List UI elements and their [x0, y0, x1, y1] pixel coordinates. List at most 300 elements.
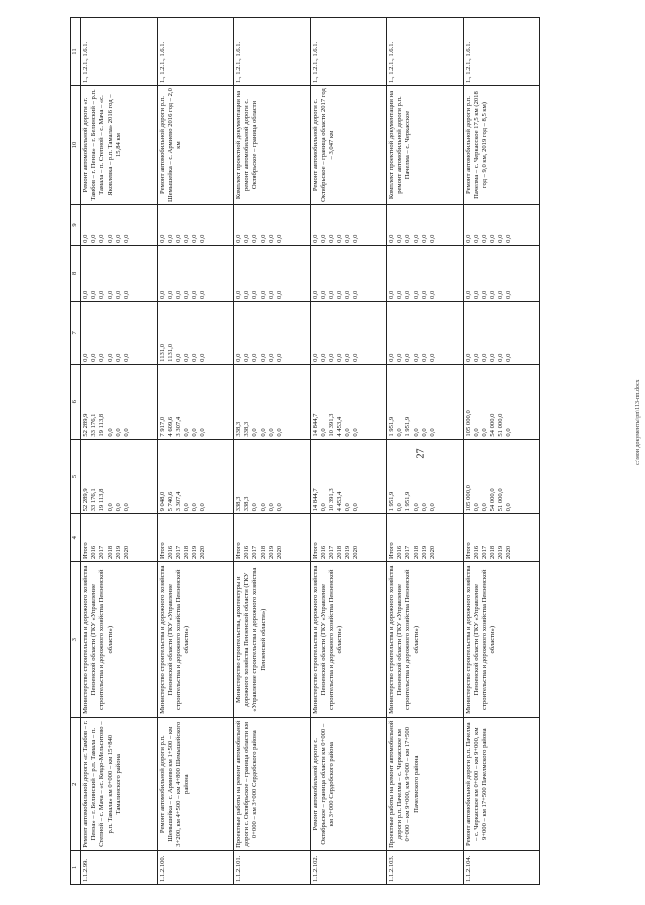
value-line: 0,0 [98, 234, 106, 243]
road-name-cell: Ремонт автомобильной дороги р.п. Пачелма – с. Черкасское км 0+000 – км 9+000, км 9+000 – км 17+500 Пачелмского района [463, 718, 540, 851]
value-line: 0,0 [412, 353, 420, 362]
value-line: 4 609,6 [166, 416, 174, 437]
value-line: 0,0 [352, 353, 360, 362]
value-line: 0,0 [497, 353, 505, 362]
executor-cell: Министерство строительства, архитектуры и дорожного хозяйства Пензенской области (ГКУ «Управление строительства и дорожного хозяйства Пензенской области») [234, 562, 311, 718]
values-cell-years [81, 514, 158, 562]
value-line: 52 289,9 [82, 488, 89, 512]
value-line: 2016 [396, 545, 404, 560]
row-id-cell: 1.1.2.103. [387, 851, 464, 885]
result-cell: Ремонт автомобильной дороги р.п. Пачелма – с. Черкасское 17,5 км (2018 год – 9,0 км, 2019 год – 8,5 км) [463, 86, 540, 205]
row-id-cell: 1.1.2.104. [463, 851, 540, 885]
value-line: 0,0 [464, 290, 472, 299]
values-cell-c9 [234, 205, 311, 246]
value-line: 0,0 [344, 353, 352, 362]
value-line: Итого [158, 542, 166, 560]
value-line: 2017 [174, 545, 182, 560]
indicators-cell: 1., 1.2.1., 1.6.1. [234, 18, 311, 86]
value-line: 51 000,0 [497, 488, 505, 512]
value-line: 0,0 [420, 234, 428, 243]
table-row [387, 18, 464, 885]
value-line: 0,0 [388, 234, 395, 243]
values-cell-c7 [463, 301, 540, 364]
result-cell: Ремонт автомобильной дороги р.п. Шемышейка – с. Армиево 2016 год – 2,0 км [157, 86, 234, 205]
value-line: Итого [235, 542, 242, 560]
value-line: 0,0 [472, 428, 480, 437]
values-cell-years [234, 514, 311, 562]
values-cell-years [387, 514, 464, 562]
value-line: 0,0 [428, 290, 436, 299]
executor-cell: Министерство строительства и дорожного хозяйства Пензенской области (ГКУ «Управление строительства и дорожного хозяйства Пензенской области») [387, 562, 464, 718]
result-cell: Ремонт автомобильной дороги «г. Тамбов – г. Пенза» – г. Белинский – р.п. Тамала – п. Степной – с. Мача – «с. Яковлевка – р.п. Тамала» 2016 год – 15,84 км [81, 86, 158, 205]
value-line: 2018 [412, 545, 420, 560]
value-line: 0,0 [251, 503, 259, 512]
value-line: 2020 [505, 545, 513, 560]
value-line: 0,0 [428, 234, 436, 243]
values-cell-c7 [387, 301, 464, 364]
values-cell-c8 [310, 245, 387, 301]
value-line: 0,0 [114, 353, 122, 362]
value-line: 0,0 [199, 503, 207, 512]
value-line: 0,0 [327, 353, 335, 362]
values-cell-c6 [463, 364, 540, 439]
value-line: 0,0 [98, 353, 106, 362]
value-line: 0,0 [122, 234, 130, 243]
value-line: 2016 [166, 545, 174, 560]
value-line: 10 391,3 [327, 413, 335, 437]
value-line: 0,0 [352, 503, 360, 512]
value-line: 0,0 [122, 503, 130, 512]
value-line: 1131,0 [158, 343, 166, 362]
value-line: 0,0 [388, 353, 395, 362]
value-line: 0,0 [319, 353, 327, 362]
executor-cell: Министерство строительства и дорожного хозяйства Пензенской области (ГКУ «Управление строительства и дорожного хозяйства Пензенской области») [463, 562, 540, 718]
value-line: 0,0 [396, 290, 404, 299]
value-line: 0,0 [235, 290, 242, 299]
indicators-cell: 1., 1.2.1., 1.6.1. [387, 18, 464, 86]
value-line: 0,0 [344, 503, 352, 512]
value-line: 2017 [480, 545, 488, 560]
value-line: 0,0 [183, 503, 191, 512]
values-cell-c6 [157, 364, 234, 439]
value-line: 0,0 [251, 353, 259, 362]
values-cell-c5 [387, 439, 464, 514]
value-line: 2018 [106, 545, 114, 560]
executor-cell: Министерство строительства и дорожного хозяйства Пензенской области (ГКУ «Управление строительства и дорожного хозяйства Пензенской области») [310, 562, 387, 718]
value-line: 0,0 [505, 234, 513, 243]
values-cell-c8 [387, 245, 464, 301]
value-line: 33 176,1 [90, 488, 98, 512]
value-line: 0,0 [404, 290, 412, 299]
value-line: 0,0 [166, 290, 174, 299]
table-viewport [70, 17, 540, 885]
value-line: 3 307,4 [174, 416, 182, 437]
value-line: 0,0 [336, 353, 344, 362]
value-line: 0,0 [344, 290, 352, 299]
value-line: 0,0 [352, 428, 360, 437]
value-line: Итого [388, 542, 395, 560]
value-line: 2017 [251, 545, 259, 560]
indicators-cell: 1., 1.2.1., 1.6.1. [310, 18, 387, 86]
value-line: 0,0 [420, 428, 428, 437]
value-line: 0,0 [404, 353, 412, 362]
value-line: 0,0 [489, 353, 497, 362]
value-line: 10 391,3 [327, 488, 335, 512]
value-line: 0,0 [497, 234, 505, 243]
values-cell-c9 [81, 205, 158, 246]
table-body [81, 18, 540, 885]
value-line: 0,0 [275, 290, 283, 299]
value-line: 338,3 [235, 421, 242, 437]
value-line: 0,0 [472, 353, 480, 362]
value-line: 3 307,4 [174, 491, 182, 512]
value-line: 0,0 [183, 428, 191, 437]
value-line: 0,0 [480, 290, 488, 299]
value-line: 0,0 [183, 234, 191, 243]
value-line: 0,0 [480, 234, 488, 243]
value-line: 105 000,0 [464, 485, 472, 512]
value-line: 0,0 [412, 290, 420, 299]
value-line: 0,0 [243, 353, 251, 362]
value-line: 0,0 [420, 290, 428, 299]
value-line: 2019 [191, 545, 199, 560]
value-line: 4 453,4 [336, 416, 344, 437]
executor-cell: Министерство строительства и дорожного хозяйства Пензенской области (ГКУ «Управление строительства и дорожного хозяйства Пензенской области») [157, 562, 234, 718]
value-line: 0,0 [114, 234, 122, 243]
values-cell-c7 [234, 301, 311, 364]
value-line: 2017 [98, 545, 106, 560]
values-cell-c5 [157, 439, 234, 514]
value-line: 2019 [344, 545, 352, 560]
value-line: 0,0 [480, 503, 488, 512]
value-line: 0,0 [259, 503, 267, 512]
value-line: 0,0 [412, 428, 420, 437]
value-line: 0,0 [267, 353, 275, 362]
value-line: 0,0 [98, 290, 106, 299]
value-line: 0,0 [267, 234, 275, 243]
table-row [310, 18, 387, 885]
value-line: 0,0 [183, 353, 191, 362]
value-line: 0,0 [158, 290, 166, 299]
value-line: 0,0 [480, 428, 488, 437]
value-line: 0,0 [472, 290, 480, 299]
value-line: 0,0 [319, 234, 327, 243]
road-name-cell: Проектные работы на ремонт автомобильной дороги с. Октябрьское – граница области км 0+000 – км 3+000 Сердобского района [234, 718, 311, 851]
value-line: 0,0 [174, 290, 182, 299]
values-cell-c9 [157, 205, 234, 246]
value-line: 0,0 [352, 290, 360, 299]
value-line: 0,0 [199, 234, 207, 243]
value-line: 0,0 [505, 353, 513, 362]
value-line: 0,0 [251, 428, 259, 437]
values-cell-c6 [234, 364, 311, 439]
road-name-cell: Проектные работы на ремонт автомобильной дороги р.п. Пачелма – с. Черкасское км 0+000 – км 9+000, км 9+000 – км 17+500 Пачелмского района [387, 718, 464, 851]
value-line: 0,0 [122, 428, 130, 437]
value-line: 4 453,4 [336, 491, 344, 512]
value-line: 0,0 [396, 503, 404, 512]
value-line: 14 844,7 [311, 488, 319, 512]
value-line: 0,0 [420, 353, 428, 362]
value-line: 0,0 [428, 353, 436, 362]
value-line: 0,0 [319, 503, 327, 512]
value-line: 19 113,8 [98, 413, 106, 437]
table-row [463, 18, 540, 885]
value-line: 0,0 [114, 290, 122, 299]
value-line: 0,0 [106, 503, 114, 512]
value-line: 0,0 [174, 234, 182, 243]
executor-cell: Министерство строительства и дорожного хозяйства Пензенской области (ГКУ «Управление строительства и дорожного хозяйства Пензенской области») [81, 562, 158, 718]
value-line: 2019 [497, 545, 505, 560]
values-cell-c5 [463, 439, 540, 514]
value-line: 0,0 [82, 353, 89, 362]
indicators-cell: 1., 1.2.1., 1.6.1. [157, 18, 234, 86]
value-line: 2018 [183, 545, 191, 560]
value-line: 0,0 [191, 234, 199, 243]
values-cell-c8 [463, 245, 540, 301]
value-line: 338,3 [243, 421, 251, 437]
indicators-cell: 1., 1.2.1., 1.6.1. [463, 18, 540, 86]
values-cell-c7 [310, 301, 387, 364]
value-line: 0,0 [106, 428, 114, 437]
row-id-cell: 1.1.2.100. [157, 851, 234, 885]
value-line: Итого [311, 542, 319, 560]
values-cell-years [463, 514, 540, 562]
value-line: 0,0 [327, 234, 335, 243]
value-line: 0,0 [235, 234, 242, 243]
value-line: 0,0 [319, 428, 327, 437]
result-cell: Комплект проектной документации на ремонт автомобильной дороги с. Октябрьское – граница области [234, 86, 311, 205]
value-line: 0,0 [505, 290, 513, 299]
value-line: 2017 [404, 545, 412, 560]
value-line: 2020 [352, 545, 360, 560]
value-line: 0,0 [464, 353, 472, 362]
value-line: 0,0 [199, 428, 207, 437]
header-cell: 2 [71, 718, 81, 851]
rotated-page [70, 17, 540, 885]
header-cell: 8 [71, 245, 81, 301]
value-line: 2016 [243, 545, 251, 560]
value-line: 0,0 [199, 290, 207, 299]
indicators-cell: 1., 1.2.1., 1.6.1. [81, 18, 158, 86]
value-line: 1 951,9 [404, 416, 412, 437]
values-cell-c6 [387, 364, 464, 439]
value-line: 0,0 [352, 234, 360, 243]
value-line: 0,0 [251, 290, 259, 299]
value-line: 2020 [199, 545, 207, 560]
table-row [81, 18, 158, 885]
value-line: 19 113,8 [98, 488, 106, 512]
footer-path: c:\мои документы\рп\113-пп.docx [635, 379, 641, 465]
value-line: 0,0 [472, 503, 480, 512]
values-cell-c8 [81, 245, 158, 301]
value-line: 0,0 [404, 234, 412, 243]
value-line: 0,0 [497, 290, 505, 299]
values-cell-c5 [234, 439, 311, 514]
value-line: 0,0 [191, 503, 199, 512]
value-line: 1 951,9 [404, 491, 412, 512]
value-line: 0,0 [267, 290, 275, 299]
value-line: 52 289,9 [82, 413, 89, 437]
values-cell-c8 [157, 245, 234, 301]
value-line: 0,0 [489, 234, 497, 243]
value-line: 0,0 [191, 353, 199, 362]
header-cell: 5 [71, 439, 81, 514]
value-line: 0,0 [114, 503, 122, 512]
header-cell: 7 [71, 301, 81, 364]
value-line: Итого [464, 542, 472, 560]
value-line: 0,0 [174, 353, 182, 362]
values-cell-c9 [310, 205, 387, 246]
value-line: 0,0 [259, 353, 267, 362]
value-line: 0,0 [396, 428, 404, 437]
value-line: 0,0 [472, 234, 480, 243]
value-line: 0,0 [90, 234, 98, 243]
values-cell-c6 [81, 364, 158, 439]
road-name-cell: Ремонт автомобильной дороги «г. Тамбов – г. Пенза» – г. Белинский – р.п. Тамала – п. Степной – с. Мача – «с. Кевдо-Мельситово – р.п. Тамала» км 0+000 – км 15+840 Тамалинского района [81, 718, 158, 851]
value-line: 0,0 [319, 290, 327, 299]
value-line: 0,0 [388, 290, 395, 299]
value-line: 7 917,0 [158, 416, 166, 437]
value-line: 0,0 [412, 503, 420, 512]
value-line: 0,0 [311, 234, 319, 243]
value-line: 0,0 [505, 503, 513, 512]
road-name-cell: Ремонт автомобильной дороги р.п. Шемышейка – с. Армиево км 1+500 – км 3+200, км 4+500 – км 4+800 Шемышейского района [157, 718, 234, 851]
header-cell: 1 [71, 851, 81, 885]
value-line: 0,0 [396, 353, 404, 362]
value-line: 105 000,0 [464, 410, 472, 437]
value-line: 0,0 [243, 290, 251, 299]
header-cell: 9 [71, 205, 81, 246]
value-line: 0,0 [82, 290, 89, 299]
value-line: 338,3 [243, 496, 251, 512]
value-line: 0,0 [191, 290, 199, 299]
value-line: 0,0 [344, 428, 352, 437]
header-row [71, 18, 81, 885]
value-line: 0,0 [158, 234, 166, 243]
value-line: 2019 [267, 545, 275, 560]
result-cell: Комплект проектной документации на ремонт автомобильной дороги р.п. Пачелма – с. Черкасское [387, 86, 464, 205]
value-line: 5 740,6 [166, 491, 174, 512]
row-id-cell: 1.1.2.102. [310, 851, 387, 885]
value-line: 2018 [489, 545, 497, 560]
value-line: 0,0 [199, 353, 207, 362]
table-row [234, 18, 311, 885]
value-line: 14 844,7 [311, 413, 319, 437]
value-line: 0,0 [489, 290, 497, 299]
value-line: 0,0 [275, 503, 283, 512]
value-line: 2019 [114, 545, 122, 560]
value-line: 0,0 [480, 353, 488, 362]
value-line: 0,0 [267, 503, 275, 512]
value-line: 0,0 [412, 234, 420, 243]
value-line: 2017 [327, 545, 335, 560]
value-line: 0,0 [166, 234, 174, 243]
value-line: 2020 [122, 545, 130, 560]
values-cell-c7 [157, 301, 234, 364]
header-cell: 4 [71, 514, 81, 562]
header-cell: 6 [71, 364, 81, 439]
value-line: 0,0 [90, 290, 98, 299]
value-line: 0,0 [183, 290, 191, 299]
row-id-cell: 1.1.2.101. [234, 851, 311, 885]
value-line: 2019 [420, 545, 428, 560]
value-line: 0,0 [259, 234, 267, 243]
value-line: 2018 [259, 545, 267, 560]
value-line: 0,0 [396, 234, 404, 243]
value-line: 0,0 [82, 234, 89, 243]
values-cell-c8 [234, 245, 311, 301]
value-line: 54 000,0 [489, 413, 497, 437]
result-cell: Ремонт автомобильной дороги с. Октябрьское – граница области 2017 год – 3,047 км [310, 86, 387, 205]
value-line: 1131,0 [166, 343, 174, 362]
value-line: 2020 [428, 545, 436, 560]
value-line: 0,0 [191, 428, 199, 437]
value-line: 54 000,0 [489, 488, 497, 512]
value-line: 0,0 [327, 290, 335, 299]
header-cell: 11 [71, 18, 81, 86]
value-line: 0,0 [311, 290, 319, 299]
value-line: 0,0 [464, 234, 472, 243]
table-row [157, 18, 234, 885]
value-line: 0,0 [275, 234, 283, 243]
value-line: 0,0 [505, 428, 513, 437]
value-line: 0,0 [114, 428, 122, 437]
values-cell-c6 [310, 364, 387, 439]
value-line: 0,0 [428, 503, 436, 512]
value-line: 2016 [90, 545, 98, 560]
program-table [70, 17, 540, 885]
value-line: 0,0 [251, 234, 259, 243]
value-line: 0,0 [336, 290, 344, 299]
value-line: 1 951,9 [388, 416, 395, 437]
value-line: 0,0 [243, 234, 251, 243]
value-line: 0,0 [428, 428, 436, 437]
value-line: 0,0 [106, 234, 114, 243]
value-line: 2018 [336, 545, 344, 560]
value-line: 1 951,9 [388, 491, 395, 512]
values-cell-years [157, 514, 234, 562]
value-line: 0,0 [90, 353, 98, 362]
value-line: Итого [82, 542, 89, 560]
value-line: 0,0 [275, 353, 283, 362]
road-name-cell: Ремонт автомобильной дороги с. Октябрьское – граница области км 0+000 – км 3+000 Сердобского района [310, 718, 387, 851]
header-cell: 10 [71, 86, 81, 205]
value-line: 0,0 [259, 428, 267, 437]
values-cell-c9 [387, 205, 464, 246]
value-line: 9 048,0 [158, 491, 166, 512]
value-line: 0,0 [122, 290, 130, 299]
value-line: 0,0 [106, 353, 114, 362]
value-line: 0,0 [267, 428, 275, 437]
value-line: 0,0 [336, 234, 344, 243]
values-cell-years [310, 514, 387, 562]
value-line: 2016 [319, 545, 327, 560]
value-line: 0,0 [259, 290, 267, 299]
value-line: 0,0 [275, 428, 283, 437]
value-line: 0,0 [122, 353, 130, 362]
value-line: 33 176,1 [90, 413, 98, 437]
value-line: 0,0 [106, 290, 114, 299]
row-id-cell: 1.1.2.99. [81, 851, 158, 885]
value-line: 2020 [275, 545, 283, 560]
values-cell-c5 [81, 439, 158, 514]
values-cell-c7 [81, 301, 158, 364]
values-cell-c9 [463, 205, 540, 246]
value-line: 338,3 [235, 496, 242, 512]
value-line: 0,0 [420, 503, 428, 512]
value-line: 0,0 [311, 353, 319, 362]
value-line: 0,0 [235, 353, 242, 362]
